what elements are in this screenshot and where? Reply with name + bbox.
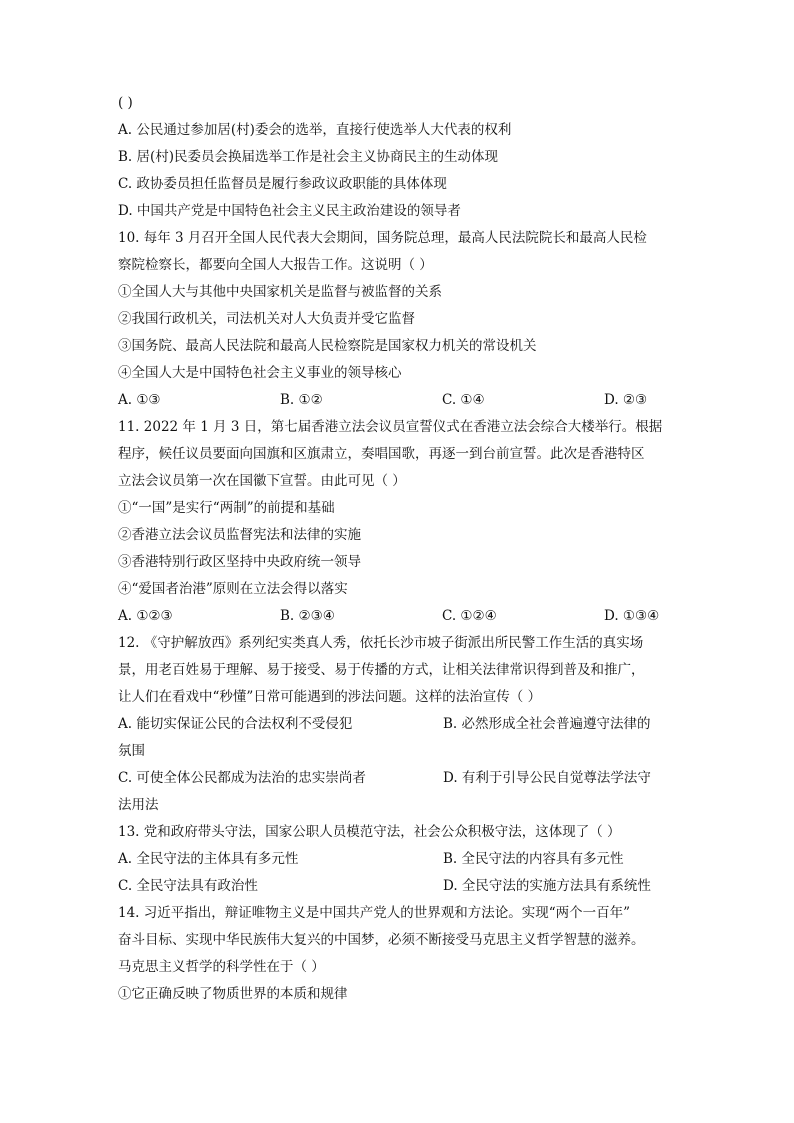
q12-option-a bbox=[118, 711, 443, 738]
q14-stem-line3: 马克思主义哲学的科学性在于（ ） bbox=[118, 959, 325, 975]
q12-option-b-text: B. 必然形成全社会普遍遵守法律的 bbox=[443, 716, 651, 732]
q10-options bbox=[118, 387, 678, 414]
q12-stem-line1: 12. 《守护解放西》系列纪实类真人秀，依托长沙市坡子街派出所民警工作生活的真实场 bbox=[118, 635, 644, 651]
q14-stem-line1: 14. 习近平指出，辩证唯物主义是中国共产党人的世界观和方法论。实现“两个一百年” bbox=[118, 905, 631, 921]
q11-option-c: C. ①②④ bbox=[442, 608, 497, 624]
q11-item-2: ②香港立法会议员监督宪法和法律的实施 bbox=[118, 527, 361, 543]
q11-item-4: ④“爱国者治港”原则在立法会得以落实 bbox=[118, 581, 348, 597]
q9-option-b: B. 居(村)民委员会换届选举工作是社会主义协商民主的生动体现 bbox=[118, 149, 499, 165]
q11-option-a: A. ①②③ bbox=[118, 608, 173, 624]
q11-option-d: D. ①③④ bbox=[604, 608, 660, 624]
q13-stem: 13. 党和政府带头守法，国家公职人员模范守法，社会公众积极守法，这体现了（ ） bbox=[118, 824, 621, 840]
q13-option-a: A. 全民守法的主体具有多元性 bbox=[118, 851, 299, 867]
q10-item-2: ②我国行政机关，司法机关对人大负责并受它监督 bbox=[118, 311, 415, 327]
q10-item-4: ④全国人大是中国特色社会主义事业的领导核心 bbox=[118, 365, 402, 381]
q13-option-d: D. 全民守法的实施方法具有系统性 bbox=[443, 878, 651, 894]
q11-item-1: ①“一国”是实行“两制”的前提和基础 bbox=[118, 500, 335, 516]
q10-stem-line2: 察院检察长，都要向全国人大报告工作。这说明（ ） bbox=[118, 257, 433, 273]
q10-item-3: ③国务院、最高人民法院和最高人民检察院是国家权力机关的常设机关 bbox=[118, 338, 537, 354]
q9-option-a: A. 公民通过参加居(村)委会的选举，直接行使选举人大代表的权利 bbox=[118, 122, 512, 138]
q12-options-cd bbox=[118, 765, 678, 792]
q12-option-d-continued: 法用法 bbox=[118, 797, 159, 813]
q12-options-ab bbox=[118, 711, 678, 738]
q12-option-a-text: A. 能切实保证公民的合法权利不受侵犯 bbox=[118, 716, 353, 732]
q11-stem-line3: 立法会议员第一次在国徽下宣誓。由此可见（ ） bbox=[118, 473, 406, 489]
q10-stem-line1: 10. 每年 3 月召开全国人民代表大会期间，国务院总理，最高人民法院院长和最高人民检 bbox=[118, 230, 647, 246]
q11-stem-line1: 11. 2022 年 1 月 3 日，第七届香港立法会议员宣誓仪式在香港立法会综合大楼举行。根据 bbox=[118, 419, 663, 435]
q10-item-1: ①全国人大与其他中央国家机关是监督与被监督的关系 bbox=[118, 284, 442, 300]
q12-stem-line3: 让人们在看戏中“秒懂”日常可能遇到的涉法问题。这样的法治宣传（ ） bbox=[118, 689, 542, 705]
q9-option-d: D. 中国共产党是中国特色社会主义民主政治建设的领导者 bbox=[118, 203, 461, 219]
q10-option-a: A. ①③ bbox=[118, 392, 161, 408]
q10-option-b: B. ①② bbox=[280, 392, 323, 408]
q11-option-b: B. ②③④ bbox=[280, 608, 335, 624]
q9-answer-paren: ( ) bbox=[118, 95, 133, 111]
q13-option-b: B. 全民守法的内容具有多元性 bbox=[443, 851, 624, 867]
q11-item-3: ③香港特别行政区坚持中央政府统一领导 bbox=[118, 554, 361, 570]
q13-options-cd bbox=[118, 873, 678, 900]
q12-option-c bbox=[118, 765, 443, 792]
q14-item-1: ①它正确反映了物质世界的本质和规律 bbox=[118, 986, 348, 1002]
q13-option-c: C. 全民守法具有政治性 bbox=[118, 878, 258, 894]
q13-options-ab bbox=[118, 846, 678, 873]
q11-options bbox=[118, 603, 678, 630]
q12-option-d-text: D. 有利于引导公民自觉尊法学法守 bbox=[443, 770, 651, 786]
q9-option-c: C. 政协委员担任监督员是履行参政议政职能的具体体现 bbox=[118, 176, 447, 192]
q10-option-d: D. ②③ bbox=[604, 392, 648, 408]
q14-stem-line2: 奋斗目标、实现中华民族伟大复兴的中国梦，必须不断接受马克思主义哲学智慧的滋养。 bbox=[118, 932, 645, 948]
q12-option-c-text: C. 可使全体公民都成为法治的忠实崇尚者 bbox=[118, 770, 366, 786]
q12-option-d bbox=[443, 765, 678, 792]
q10-option-c: C. ①④ bbox=[442, 392, 485, 408]
q12-option-b bbox=[443, 711, 678, 738]
q12-option-b-continued: 氛围 bbox=[118, 743, 145, 759]
q11-stem-line2: 程序，候任议员要面向国旗和区旗肃立，奏唱国歌，再逐一到台前宣誓。此次是香港特区 bbox=[118, 446, 645, 462]
exam-page bbox=[118, 90, 678, 1008]
q12-stem-line2: 景，用老百姓易于理解、易于接受、易于传播的方式，让相关法律常识得到普及和推广， bbox=[118, 662, 645, 678]
